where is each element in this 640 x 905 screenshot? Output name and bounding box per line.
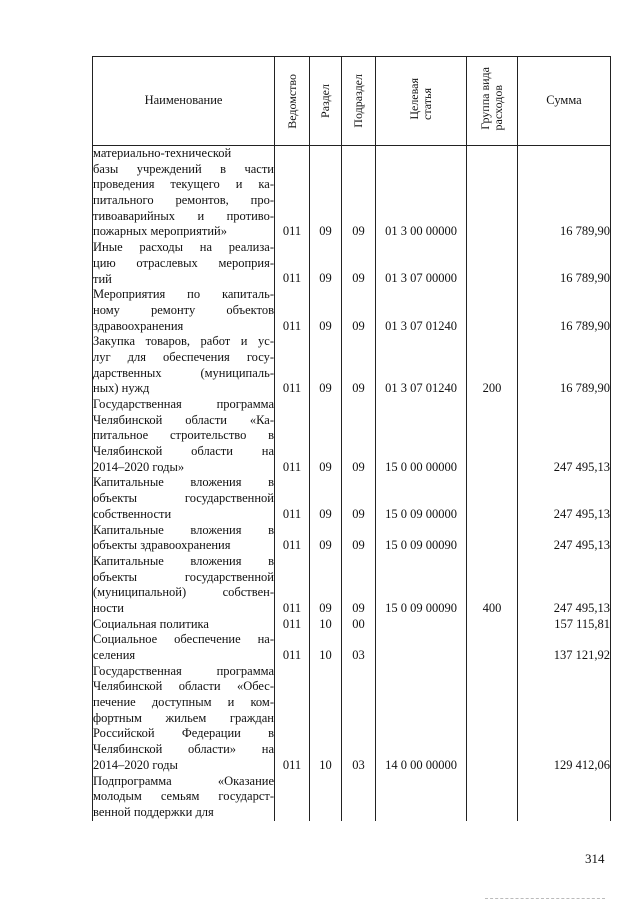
row-razdel: 09 <box>310 334 342 397</box>
row-gruppa-vida <box>467 774 518 821</box>
table-row <box>93 334 611 397</box>
row-gruppa-vida <box>467 397 518 475</box>
row-vedomstvo: 011 <box>275 523 310 554</box>
page-number: 314 <box>585 851 605 866</box>
row-podrazdel: 09 <box>342 334 376 397</box>
row-razdel: 09 <box>310 240 342 287</box>
row-name-line: Российской Федерации в <box>93 726 274 741</box>
row-summa: 16 789,90 <box>518 287 611 334</box>
table-row <box>93 240 611 287</box>
row-podrazdel: 09 <box>342 146 376 241</box>
row-vedomstvo: 011 <box>275 240 310 287</box>
row-name-line: селения <box>93 648 136 663</box>
row-name <box>93 664 275 774</box>
header-razdel: Раздел <box>310 57 342 146</box>
row-vedomstvo: 011 <box>275 632 310 663</box>
row-razdel: 09 <box>310 475 342 522</box>
row-name-line: питальное строительство в <box>93 428 274 443</box>
table-row <box>93 664 611 774</box>
row-name-line: печение доступным и ком- <box>93 695 274 710</box>
row-name-line: объекты государственной <box>93 569 274 584</box>
row-name-line: молодым семьям государст- <box>93 789 274 804</box>
row-name <box>93 334 275 397</box>
row-summa <box>518 774 611 821</box>
row-name-line: луг для обеспечения госу- <box>93 349 274 364</box>
row-name <box>93 632 275 663</box>
row-celevaya-statya <box>376 632 467 663</box>
row-gruppa-vida <box>467 617 518 633</box>
row-summa: 137 121,92 <box>518 632 611 663</box>
row-podrazdel: 09 <box>342 240 376 287</box>
row-gruppa-vida <box>467 632 518 663</box>
row-name-line: здравоохранения <box>93 318 184 333</box>
row-celevaya-statya: 01 3 00 00000 <box>376 146 467 241</box>
row-name-line: 2014–2020 годы» <box>93 459 185 474</box>
row-podrazdel <box>342 774 376 821</box>
row-celevaya-statya <box>376 774 467 821</box>
row-celevaya-statya: 14 0 00 00000 <box>376 664 467 774</box>
row-name-line: Социальная политика <box>93 616 209 631</box>
row-vedomstvo: 011 <box>275 397 310 475</box>
row-name <box>93 554 275 617</box>
row-gruppa-vida <box>467 146 518 241</box>
row-name-line: Челябинской области» на <box>93 742 274 757</box>
row-vedomstvo: 011 <box>275 146 310 241</box>
row-name-line: Челябинской области «Обес- <box>93 679 274 694</box>
row-name-line: (муниципальной) собствен- <box>93 585 274 600</box>
row-name-line: дарственных (муниципаль- <box>93 365 274 380</box>
row-summa: 247 495,13 <box>518 475 611 522</box>
header-podrazdel: Подраздел <box>342 57 376 146</box>
row-razdel: 10 <box>310 617 342 633</box>
row-razdel: 09 <box>310 287 342 334</box>
table-row <box>93 523 611 554</box>
row-gruppa-vida <box>467 240 518 287</box>
row-name-line: объекты государственной <box>93 491 274 506</box>
budget-table <box>92 56 611 821</box>
row-name-line: объекты здравоохранения <box>93 538 231 553</box>
row-name-line: фортным жильем граждан <box>93 710 274 725</box>
row-name-line: тий <box>93 271 112 286</box>
row-summa: 247 495,13 <box>518 554 611 617</box>
row-gruppa-vida <box>467 523 518 554</box>
table-row <box>93 475 611 522</box>
row-name-line: пожарных мероприятий» <box>93 224 227 239</box>
row-summa: 247 495,13 <box>518 523 611 554</box>
row-name-line: материально-технической <box>93 146 232 160</box>
row-celevaya-statya: 15 0 09 00090 <box>376 523 467 554</box>
row-name-line: цию отраслевых мероприя- <box>93 255 274 270</box>
row-podrazdel: 09 <box>342 523 376 554</box>
table-body <box>93 146 611 821</box>
row-name-line: Подпрограмма «Оказание <box>93 773 274 788</box>
table-row <box>93 617 611 633</box>
row-podrazdel: 09 <box>342 475 376 522</box>
row-celevaya-statya: 01 3 07 01240 <box>376 287 467 334</box>
row-podrazdel: 09 <box>342 554 376 617</box>
row-name-line: Челябинской области на <box>93 444 274 459</box>
row-name-line: венной поддержки для <box>93 804 214 819</box>
row-podrazdel: 03 <box>342 664 376 774</box>
row-name-line: ных) нужд <box>93 381 150 396</box>
row-name <box>93 617 275 633</box>
row-celevaya-statya <box>376 617 467 633</box>
row-gruppa-vida: 200 <box>467 334 518 397</box>
row-razdel: 10 <box>310 664 342 774</box>
table-row <box>93 774 611 821</box>
row-gruppa-vida <box>467 664 518 774</box>
row-gruppa-vida <box>467 475 518 522</box>
table-row <box>93 397 611 475</box>
row-vedomstvo <box>275 774 310 821</box>
row-name-line: проведения текущего и ка- <box>93 177 274 192</box>
row-name-line: Иные расходы на реализа- <box>93 240 274 255</box>
row-podrazdel: 09 <box>342 287 376 334</box>
row-name-line: Социальное обеспечение на- <box>93 632 274 647</box>
scan-artifact-line <box>485 898 605 899</box>
row-vedomstvo: 011 <box>275 664 310 774</box>
header-celevaya-statya: Целеваястатья <box>376 57 467 146</box>
row-gruppa-vida: 400 <box>467 554 518 617</box>
row-name-line: Государственная программа <box>93 397 274 411</box>
row-name <box>93 774 275 821</box>
row-celevaya-statya: 01 3 07 00000 <box>376 240 467 287</box>
table-row <box>93 632 611 663</box>
table-row <box>93 554 611 617</box>
row-celevaya-statya: 15 0 00 00000 <box>376 397 467 475</box>
row-vedomstvo: 011 <box>275 617 310 633</box>
header-summa: Сумма <box>518 57 611 146</box>
row-razdel: 10 <box>310 632 342 663</box>
row-name-line: Закупка товаров, работ и ус- <box>93 334 274 349</box>
row-name-line: Государственная программа <box>93 663 274 678</box>
row-vedomstvo: 011 <box>275 554 310 617</box>
row-name-line: 2014–2020 годы <box>93 757 178 772</box>
header-vedomstvo: Ведомство <box>275 57 310 146</box>
row-name-line: питального ремонтов, про- <box>93 193 274 208</box>
table-header-row <box>93 57 611 146</box>
row-name <box>93 287 275 334</box>
row-razdel: 09 <box>310 523 342 554</box>
row-podrazdel: 00 <box>342 617 376 633</box>
row-celevaya-statya: 15 0 09 00000 <box>376 475 467 522</box>
row-name <box>93 146 275 241</box>
row-summa: 129 412,06 <box>518 664 611 774</box>
row-name-line: ному ремонту объектов <box>93 302 274 317</box>
table-row <box>93 146 611 241</box>
row-name-line: Капитальные вложения в <box>93 522 274 537</box>
row-razdel: 09 <box>310 397 342 475</box>
header-gruppa-vida-raskhodov: Группа видарасходов <box>467 57 518 146</box>
row-vedomstvo: 011 <box>275 334 310 397</box>
row-name-line: собственности <box>93 506 172 521</box>
row-celevaya-statya: 15 0 09 00090 <box>376 554 467 617</box>
header-name: Наименование <box>93 57 275 146</box>
row-name-line: Капитальные вложения в <box>93 553 274 568</box>
row-vedomstvo: 011 <box>275 287 310 334</box>
row-name <box>93 240 275 287</box>
row-name <box>93 523 275 554</box>
row-name <box>93 475 275 522</box>
row-name <box>93 397 275 475</box>
row-summa: 247 495,13 <box>518 397 611 475</box>
row-summa: 157 115,81 <box>518 617 611 633</box>
row-summa: 16 789,90 <box>518 240 611 287</box>
row-vedomstvo: 011 <box>275 475 310 522</box>
row-name-line: Челябинской области «Ка- <box>93 412 274 427</box>
row-razdel: 09 <box>310 554 342 617</box>
row-name-line: базы учреждений в части <box>93 161 274 176</box>
row-gruppa-vida <box>467 287 518 334</box>
row-name-line: тивоаварийных и противо- <box>93 208 274 223</box>
table-row <box>93 287 611 334</box>
row-podrazdel: 03 <box>342 632 376 663</box>
row-podrazdel: 09 <box>342 397 376 475</box>
row-summa: 16 789,90 <box>518 334 611 397</box>
row-name-line: Капитальные вложения в <box>93 475 274 490</box>
row-name-line: Мероприятия по капиталь- <box>93 287 274 302</box>
row-razdel: 09 <box>310 146 342 241</box>
row-name-line: ности <box>93 600 124 615</box>
row-razdel <box>310 774 342 821</box>
row-celevaya-statya: 01 3 07 01240 <box>376 334 467 397</box>
row-summa: 16 789,90 <box>518 146 611 241</box>
